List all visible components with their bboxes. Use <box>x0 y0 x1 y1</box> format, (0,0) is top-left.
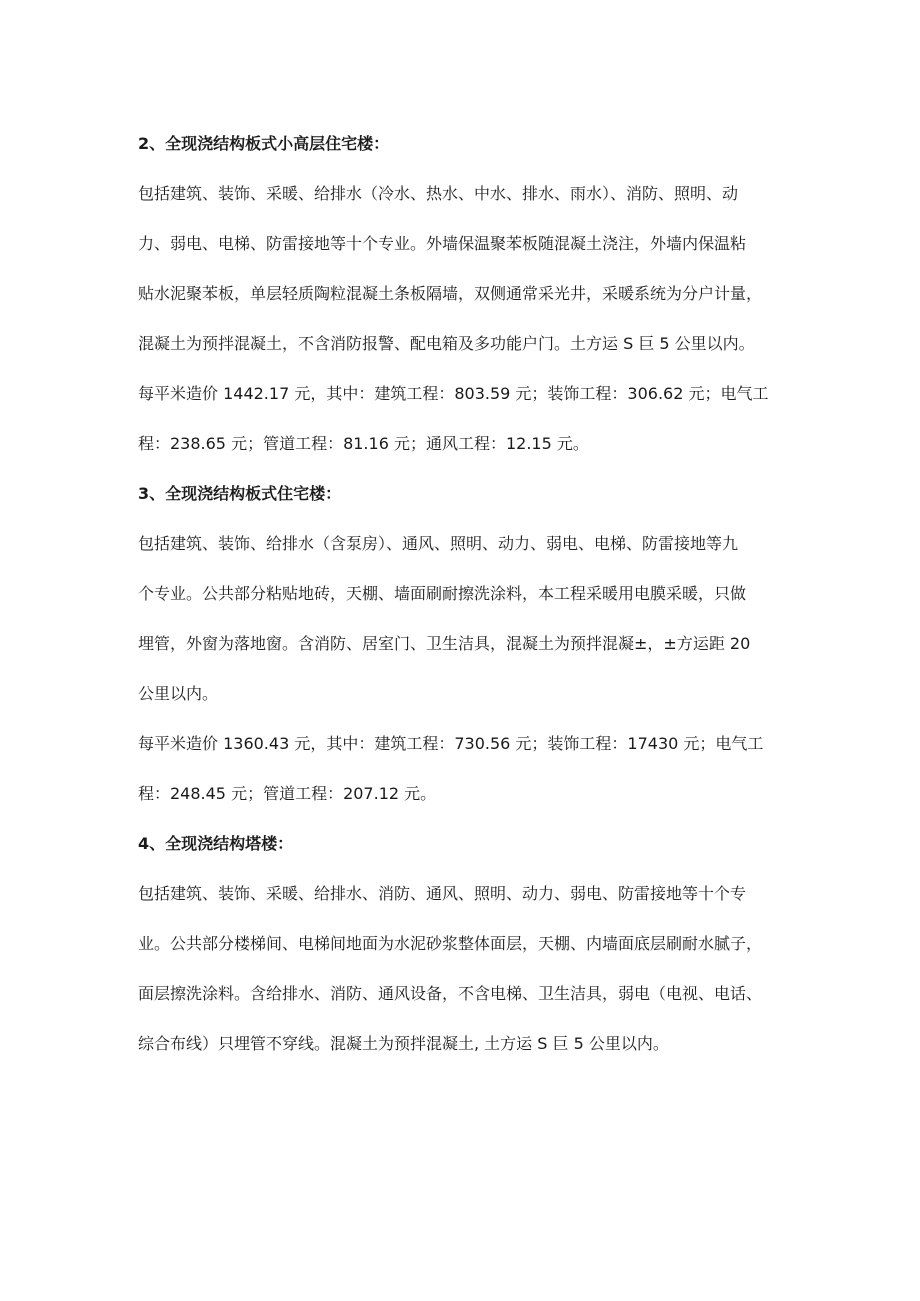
section-3-heading: 3、全现浇结构板式住宅楼： <box>138 484 342 503</box>
section-4-line-4: 综合布线）只埋管不穿线。混凝土为预拌混凝土, 土方运 S 巨 5 公里以内。 <box>138 1034 669 1053</box>
section-3-line-1: 包括建筑、装饰、给排水（含泵房）、通风、照明、动力、弱电、电梯、防雷接地等九 <box>138 534 739 553</box>
section-2-line-3: 贴水泥聚苯板，单层轻质陶粒混凝土条板隔墙，双侧通常采光井，采暖系统为分户计量， <box>138 284 763 303</box>
section-4-line-1: 包括建筑、装饰、采暖、给排水、消防、通风、照明、动力、弱电、防雷接地等十个专 <box>138 884 747 903</box>
section-3-line-4: 公里以内。 <box>138 684 219 703</box>
section-2-heading: 2、全现浇结构板式小高层住宅楼： <box>138 134 390 153</box>
section-3-line-6: 程：248.45 元；管道工程：207.12 元。 <box>138 784 437 803</box>
section-2-line-2: 力、弱电、电梯、防雷接地等十个专业。外墙保温聚苯板随混凝土浇注，外墙内保温粘 <box>138 234 747 253</box>
section-4-line-3: 面层擦洗涂料。含给排水、消防、通风设备，不含电梯、卫生洁具，弱电（电视、电话、 <box>138 984 763 1003</box>
section-4-heading: 4、全现浇结构塔楼： <box>138 834 294 853</box>
section-2-line-6: 程：238.65 元；管道工程：81.16 元；通风工程：12.15 元。 <box>138 434 589 453</box>
section-3-line-5: 每平米造价 1360.43 元，其中：建筑工程：730.56 元；装饰工程：17430 元；电气工 <box>138 734 764 753</box>
section-2-line-4: 混凝土为预拌混凝土，不含消防报警、配电箱及多功能户门。土方运 S 巨 5 公里以内。 <box>138 334 755 353</box>
section-2-line-5: 每平米造价 1442.17 元，其中：建筑工程：803.59 元；装饰工程：306.62 元；电气工 <box>138 384 769 403</box>
section-4-line-2: 业。公共部分楼梯间、电梯间地面为水泥砂浆整体面层，天棚、内墙面底层刷耐水腻子， <box>138 934 763 953</box>
section-3-line-3: 埋管，外窗为落地窗。含消防、居室门、卫生洁具，混凝土为预拌混凝±，±方运距 20 <box>138 634 751 653</box>
section-2-line-1: 包括建筑、装饰、采暖、给排水（冷水、热水、中水、排水、雨水）、消防、照明、动 <box>138 184 739 203</box>
section-3-line-2: 个专业。公共部分粘贴地砖，天棚、墙面刷耐擦洗涂料，本工程采暖用电膜采暖，只做 <box>138 584 747 603</box>
